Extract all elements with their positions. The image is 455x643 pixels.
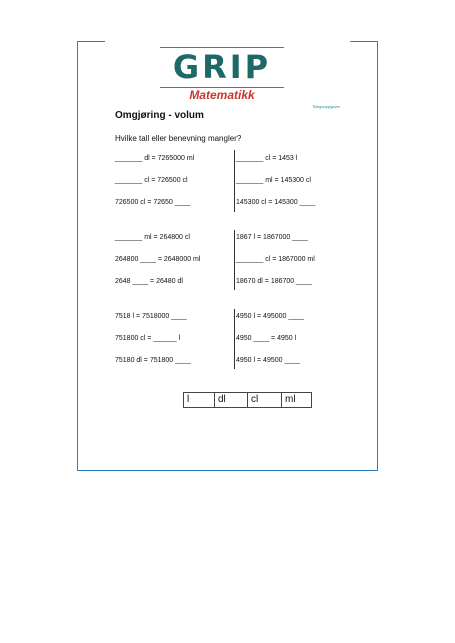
column-divider xyxy=(234,309,235,369)
exercise-item: _______ dl = 7265000 ml xyxy=(115,155,195,162)
exercise-item: 145300 cl = 145300 ____ xyxy=(236,199,316,206)
column-divider xyxy=(234,230,235,290)
exercise-item: 4950 l = 495000 ____ xyxy=(236,313,304,320)
logo-wordmark: GRIP xyxy=(172,48,272,86)
exercise-item: 751800 cl = ______ l xyxy=(115,335,181,342)
exercise-item: 7518 l = 7518000 ____ xyxy=(115,313,187,320)
exercise-item: 4950 l = 49500 ____ xyxy=(236,357,301,364)
exercise-item: 726500 cl = 72650 ____ xyxy=(115,199,191,206)
exercise-item: _______ cl = 1453 l xyxy=(236,155,298,162)
unit-cell: l xyxy=(184,393,215,408)
unit-cell: cl xyxy=(248,393,282,408)
exercise-item: 264800 ____ = 2648000 ml xyxy=(115,256,201,263)
exercise-item: 1867 l = 1867000 ____ xyxy=(236,234,308,241)
grip-logo xyxy=(160,47,284,105)
units-table xyxy=(183,392,312,408)
exercise-item: _______ ml = 264800 cl xyxy=(115,234,190,241)
exercise-item: _______ cl = 1867000 ml xyxy=(236,256,315,263)
exercise-item: 2648 ____ = 26480 dl xyxy=(115,278,183,285)
exercise-item: 18670 dl = 186700 ____ xyxy=(236,278,312,285)
page-title: Omgjøring - volum xyxy=(115,110,204,121)
side-note: Tillegsoppgaver xyxy=(312,104,341,109)
logo-subtitle: Matematikk xyxy=(189,88,255,102)
question-text: Hvilke tall eller benevning mangler? xyxy=(115,134,242,143)
exercise-item: 4950 ____ = 4950 l xyxy=(236,335,297,342)
column-divider xyxy=(234,150,235,212)
units-row xyxy=(184,393,312,408)
exercise-item: _______ cl = 726500 cl xyxy=(115,177,188,184)
unit-cell: ml xyxy=(282,393,312,408)
exercise-item: _______ ml = 145300 cl xyxy=(236,177,311,184)
unit-cell: dl xyxy=(215,393,248,408)
exercise-item: 75180 dl = 751800 ____ xyxy=(115,357,191,364)
